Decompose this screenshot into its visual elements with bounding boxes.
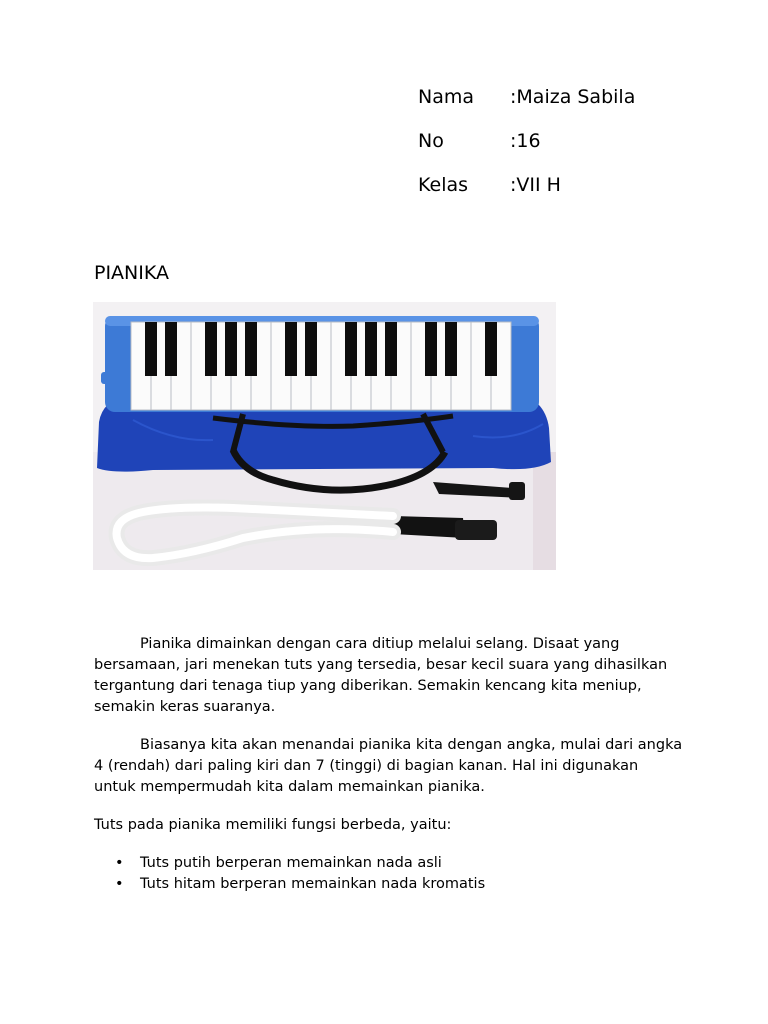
black-key: [145, 322, 157, 376]
black-key: [425, 322, 437, 376]
info-label: Nama: [418, 86, 475, 108]
bullet-icon: •: [115, 855, 124, 871]
black-key: [305, 322, 317, 376]
list-item-text: Tuts hitam berperan memainkan nada kromatis: [140, 876, 486, 892]
list-item-text: Tuts putih berperan memainkan nada asli: [140, 855, 442, 871]
info-label: No: [418, 130, 444, 152]
info-value: :VII H: [510, 174, 561, 196]
paragraph: Pianika dimainkan dengan cara ditiup melalui selang. Disaat yang bersamaan, jari menekan tuts yang tersedia, besar kecil suara yang dihasilkan tergantung dari tenaga tiup yang diberikan. Semakin kencang kita meniup, semakin keras suaranya.: [94, 636, 668, 715]
list-item: [94, 853, 684, 874]
black-key: [285, 322, 297, 376]
black-key: [445, 322, 457, 376]
black-key: [345, 322, 357, 376]
paragraph: Tuts pada pianika memiliki fungsi berbeda, yaitu:: [94, 817, 452, 833]
black-key: [485, 322, 497, 376]
bullet-icon: •: [115, 876, 124, 892]
black-key: [385, 322, 397, 376]
info-label: Kelas: [418, 174, 469, 196]
list-item: [94, 874, 684, 895]
pianika-photo-icon: [93, 302, 556, 570]
black-key: [245, 322, 257, 376]
info-value: :16: [510, 130, 541, 152]
paragraph: Biasanya kita akan menandai pianika kita dengan angka, mulai dari angka 4 (rendah) dari paling kiri dan 7 (tinggi) di bagian kanan. Hal ini digunakan untuk mempermudah kita dalam memainkan pianika.: [94, 737, 683, 795]
body-text: [94, 634, 684, 895]
black-key: [205, 322, 217, 376]
black-key: [365, 322, 377, 376]
black-key: [165, 322, 177, 376]
document-title: PIANIKA: [94, 262, 169, 284]
bullet-list: [94, 853, 684, 895]
info-value: :Maiza Sabila: [510, 86, 636, 108]
black-key: [225, 322, 237, 376]
